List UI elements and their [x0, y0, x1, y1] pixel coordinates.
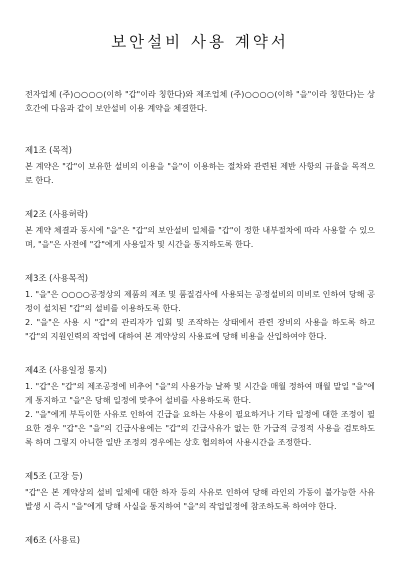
article-heading: 제1조 (목적)	[25, 145, 72, 155]
article-4	[25, 363, 375, 449]
article-heading: 제5조 (고장 등)	[25, 471, 83, 481]
article-body	[25, 223, 375, 251]
article-paragraph: 본 계약 체결과 동시에 "을"은 "갑"의 보안설비 일체를 "갑"이 정한 내부절차에 따라 사용할 수 있으며, "을"은 사전에 "갑"에게 사용일자 및 시간을 통지하도록 한다.	[25, 225, 375, 249]
article-paragraph: 1. "을"은 ○○○○공정상의 제품의 제조 및 품질검사에 사용되는 공정설비의 미비로 인하여 당해 공정이 설치된 "갑"의 설비를 이용하도록 한다.	[25, 289, 375, 313]
document-title: 보안설비 사용 계약서	[111, 33, 289, 51]
article-3	[25, 271, 375, 343]
article-paragraph: 본 계약은 "갑"이 보유한 설비의 이용을 "을"이 이용하는 절차와 관련된 제반 사항의 규율을 목적으로 한다.	[25, 161, 375, 185]
article-body	[25, 379, 375, 449]
intro-paragraph: 전자업체 (주)○○○○(이하 "갑"이라 칭한다)와 제조업체 (주)○○○○(이하 "을"이라 칭한다)는 상호간에 다음과 같이 보안설비 이용 계약을 체결한다.	[25, 89, 375, 113]
article-paragraph: "갑"은 본 계약상의 설비 일체에 대한 하자 등의 사유로 인하여 당해 라인의 가동이 불가능한 사유 발생 시 즉시 "을"에게 당해 사실을 통지하여 "을"의 작업일정에 참조하도록 하여야 한다.	[25, 487, 375, 511]
article-body	[25, 485, 375, 513]
article-body	[25, 159, 375, 187]
article-paragraph: 2. "을"에게 부득이한 사유로 인하여 긴급을 요하는 사용이 필요하거나 기타 일정에 대한 조정이 필요한 경우 "갑"은 "을"의 긴급사용에는 "갑"의 긴급사유가 없는 한 가급적 긍정적 사용을 검토하도록 하며 그렇지 아니한 일반 조정의 경우에는 상호 협의하여 사용시간을 조정한다.	[25, 409, 375, 447]
article-paragraph: 2. "을"은 사용 시 "갑"의 관리자가 입회 및 조작하는 상태에서 관련 장비의 사용을 하도록 하고 "갑"의 지원인력의 작업에 대하여 본 계약상의 사용료에 당해 비용을 산입하여야 한다.	[25, 317, 375, 341]
article-body	[25, 287, 375, 343]
article-1	[25, 143, 375, 187]
article-2	[25, 207, 375, 251]
article-5	[25, 469, 375, 513]
article-6	[25, 533, 375, 547]
article-heading: 제4조 (사용일정 통지)	[25, 365, 107, 375]
article-paragraph: 1. "갑"은 "갑"의 제조공정에 비추어 "을"의 사용가능 날짜 및 시간을 매월 정하여 매월 말일 "을"에게 통지하고 "을"은 당해 일정에 맞추어 설비를 사용하도록 한다.	[25, 381, 375, 405]
article-heading: 제6조 (사용료)	[25, 535, 80, 545]
article-heading: 제2조 (사용허락)	[25, 209, 89, 219]
article-heading: 제3조 (사용목적)	[25, 273, 89, 283]
